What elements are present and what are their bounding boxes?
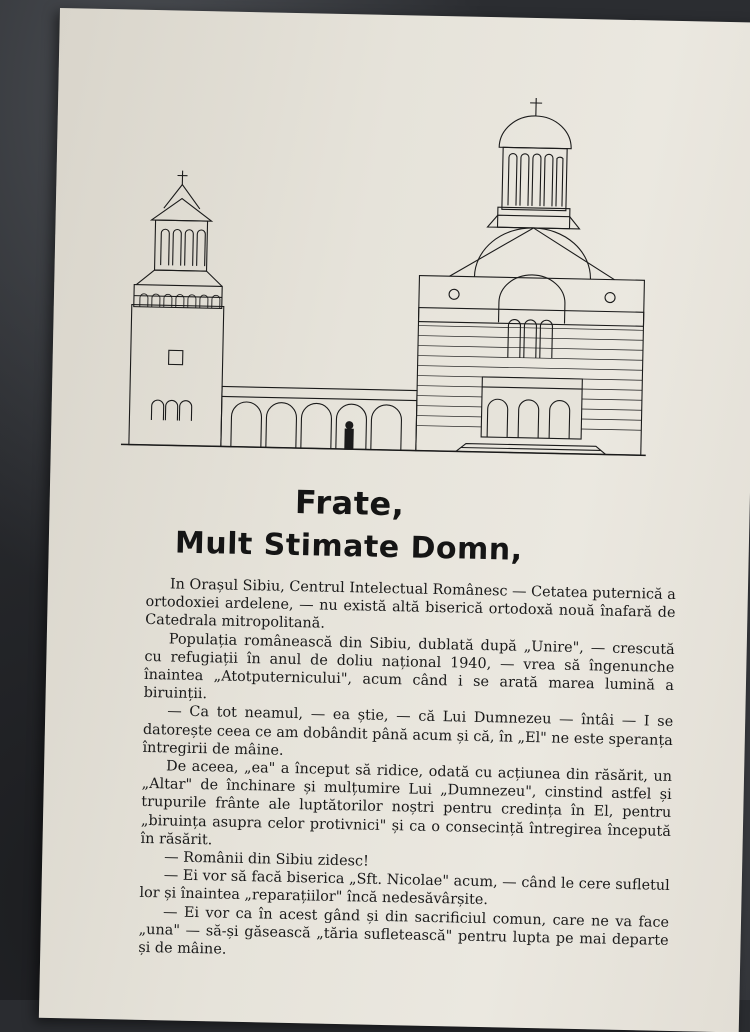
paragraph-6: — Ei vor să facă biserica „Sft. Nicolae" acum, — când le cere sufletul lor și înaintea „reparațiilor" încă nedesăvârșite.	[139, 866, 670, 913]
letter-body	[138, 575, 676, 968]
paragraph-7: — Ei vor ca în acest gând și din sacrificiul comun, care ne va face „una" — să-și găsească „tăria sufletească" pentru lupta pe mai departe și de mâine.	[138, 903, 669, 969]
greeting-subtitle: Mult Stimate Domn,	[108, 524, 589, 569]
document-page	[39, 8, 750, 1032]
arcade-drawing	[221, 386, 417, 450]
cathedral-drawing	[416, 96, 648, 456]
church-illustration	[120, 79, 658, 490]
paragraph-5: — Românii din Sibiu zidesc!	[140, 848, 670, 877]
paragraph-3: — Ca tot neamul, — ea știe, — că Lui Dumnezeu — întâi — I se datorește ceea ce am dobândit până acum și că, în „El" ne este speranța întregirii de mâine.	[142, 702, 673, 768]
greeting-title: Frate,	[109, 479, 590, 527]
paragraph-2: Populația românească din Sibiu, dublată după „Unire", — crescută cu refugiații în anul de doliu național 1940, — vrea să îngenunche înaintea „Atotputernicului", acum când i se arată marea lumină a biruinții.	[143, 630, 674, 714]
paragraph-1: In Orașul Sibiu, Centrul Intelectual Românesc — Cetatea puternică a ortodoxiei ardelene, — nu există altă biserică ortodoxă nouă înafară de Catedrala mitropolitană.	[145, 575, 676, 641]
paragraph-4: De aceea, „ea" a început să ridice, odată cu acțiunea din răsărit, un „Altar" de închinare și mulțumire Lui „Dumnezeu", cinstind astfel și trupurile frânte ale luptătorilor noștri pentru credința în El, pentru „biruința asupra celor protivnici" și ca o consecință întregirea începută în răsărit.	[140, 757, 672, 859]
bell-tower-drawing	[129, 170, 227, 447]
